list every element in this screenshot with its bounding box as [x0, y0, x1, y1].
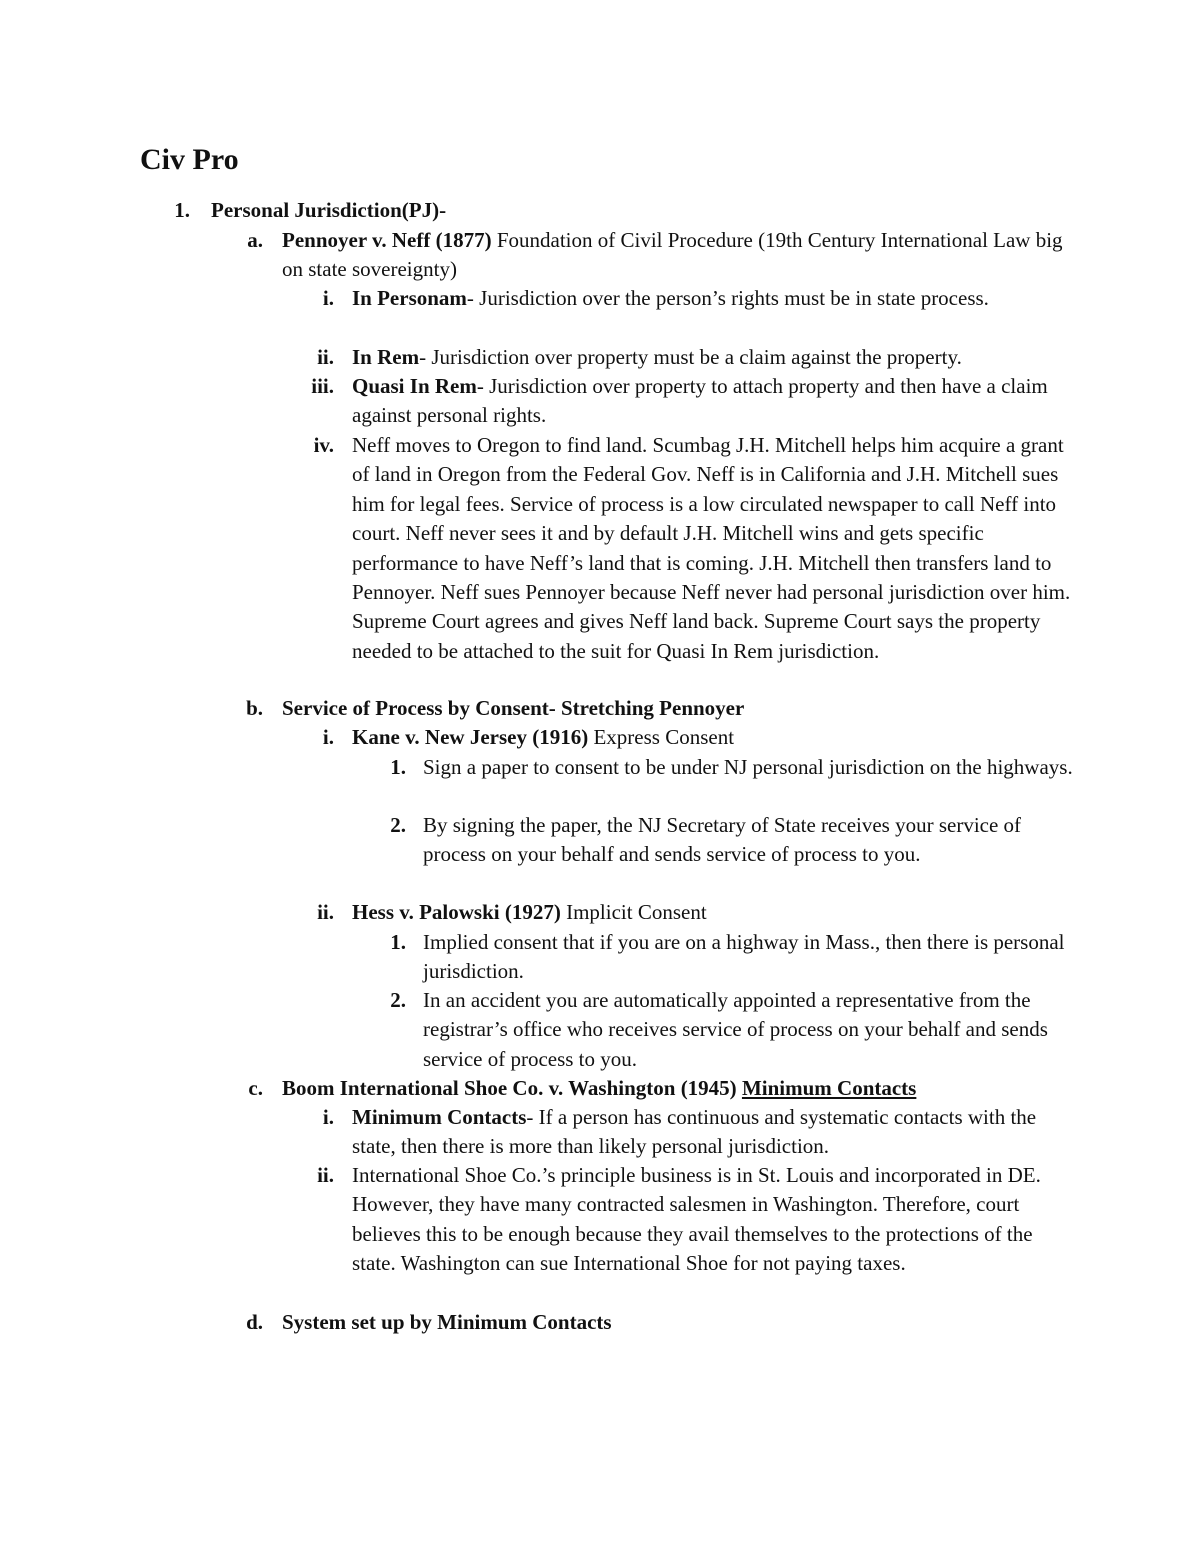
case-description: Express Consent [588, 725, 735, 749]
outline-text: Neff moves to Oregon to find land. Scumbag J.H. Mitchell helps him acquire a grant of land in Oregon from the Federal Gov. Neff is in California and J.H. Mitchell sues him for legal fees. Service of process is a low circulated newspaper to call Neff into court. Neff never sees it and by default J.H. Mitchell wins and gets specific performance to have Neff’s land that is coming. J.H. Mitchell then transfers land to Pennoyer. Neff sues Pennoyer because Neff never had personal jurisdiction over him. Supreme Court agrees and gives Neff land back. Supreme Court says the property needed to be attached to the suit for Quasi In Rem jurisdiction. [352, 433, 1071, 663]
list-marker: i. [322, 725, 334, 749]
outline-text [352, 284, 1072, 313]
outline-text: By signing the paper, the NJ Secretary of State receives your service of process on your behalf and sends service of process to you. [423, 813, 1022, 867]
list-marker: iv. [313, 433, 334, 457]
case-description: Implicit Consent [560, 900, 707, 924]
term: In Rem [352, 345, 420, 369]
list-marker: 1. [390, 930, 406, 954]
definition: - If a person has continuous and systematic contacts with the state, then there is more than likely personal jurisdiction. [352, 1105, 1037, 1159]
outline-text: In an accident you are automatically appointed a representative from the registrar’s office who receives service of process on your behalf and sends service of process to you. [423, 988, 1048, 1071]
list-marker: 2. [390, 813, 406, 837]
list-marker: ii. [317, 1163, 334, 1187]
list-marker: d. [246, 1310, 263, 1334]
outline-text [352, 1103, 1072, 1162]
definition: - Jurisdiction over the person’s rights must be in state process. [466, 286, 989, 310]
case-name: Boom International Shoe Co. v. Washington (1945) [282, 1076, 737, 1100]
outline-text: International Shoe Co.’s principle business is in St. Louis and incorporated in DE. However, they have many contracted salesmen in Washington. Therefore, court believes this to be enough because they avail themselves to the protections of the state. Washington can sue International Shoe for not paying taxes. [352, 1163, 1041, 1276]
list-marker: b. [246, 696, 263, 720]
list-marker: 1. [174, 198, 190, 222]
outline-heading: Personal Jurisdiction(PJ)- [211, 198, 447, 222]
list-marker: iii. [311, 374, 334, 398]
term: In Personam [352, 286, 467, 310]
outline-text [352, 898, 1072, 927]
list-marker: i. [322, 1105, 334, 1129]
outline-text: Sign a paper to consent to be under NJ personal jurisdiction on the highways. [423, 755, 1073, 779]
case-name: Pennoyer v. Neff (1877) [282, 228, 492, 252]
outline-text [352, 343, 1072, 372]
list-marker: ii. [317, 900, 334, 924]
list-marker: a. [247, 228, 263, 252]
case-description: Foundation of Civil Procedure (19th Century International Law big on state sovereignty) [282, 228, 1063, 282]
list-marker: c. [248, 1076, 263, 1100]
outline-text [352, 372, 1072, 431]
list-marker: ii. [317, 345, 334, 369]
term: Quasi In Rem [352, 374, 477, 398]
outline-text: Implied consent that if you are on a highway in Mass., then there is personal jurisdiction. [423, 930, 1065, 984]
outline-heading [282, 1074, 1072, 1103]
list-marker: i. [322, 286, 334, 310]
case-name: Kane v. New Jersey (1916) [352, 725, 589, 749]
definition: - Jurisdiction over property must be a claim against the property. [419, 345, 962, 369]
outline-heading: Service of Process by Consent- Stretching Pennoyer [282, 696, 745, 720]
outline-heading: System set up by Minimum Contacts [282, 1310, 612, 1334]
underlined-topic: Minimum Contacts [741, 1076, 917, 1100]
term: Minimum Contacts [352, 1105, 527, 1129]
outline-text [282, 226, 1072, 285]
document-title: Civ Pro [140, 143, 239, 176]
outline-text [352, 723, 1072, 752]
list-marker: 2. [390, 988, 406, 1012]
list-marker: 1. [390, 755, 406, 779]
definition: - Jurisdiction over property to attach property and then have a claim against personal rights. [352, 374, 1048, 428]
case-name: Hess v. Palowski (1927) [352, 900, 561, 924]
